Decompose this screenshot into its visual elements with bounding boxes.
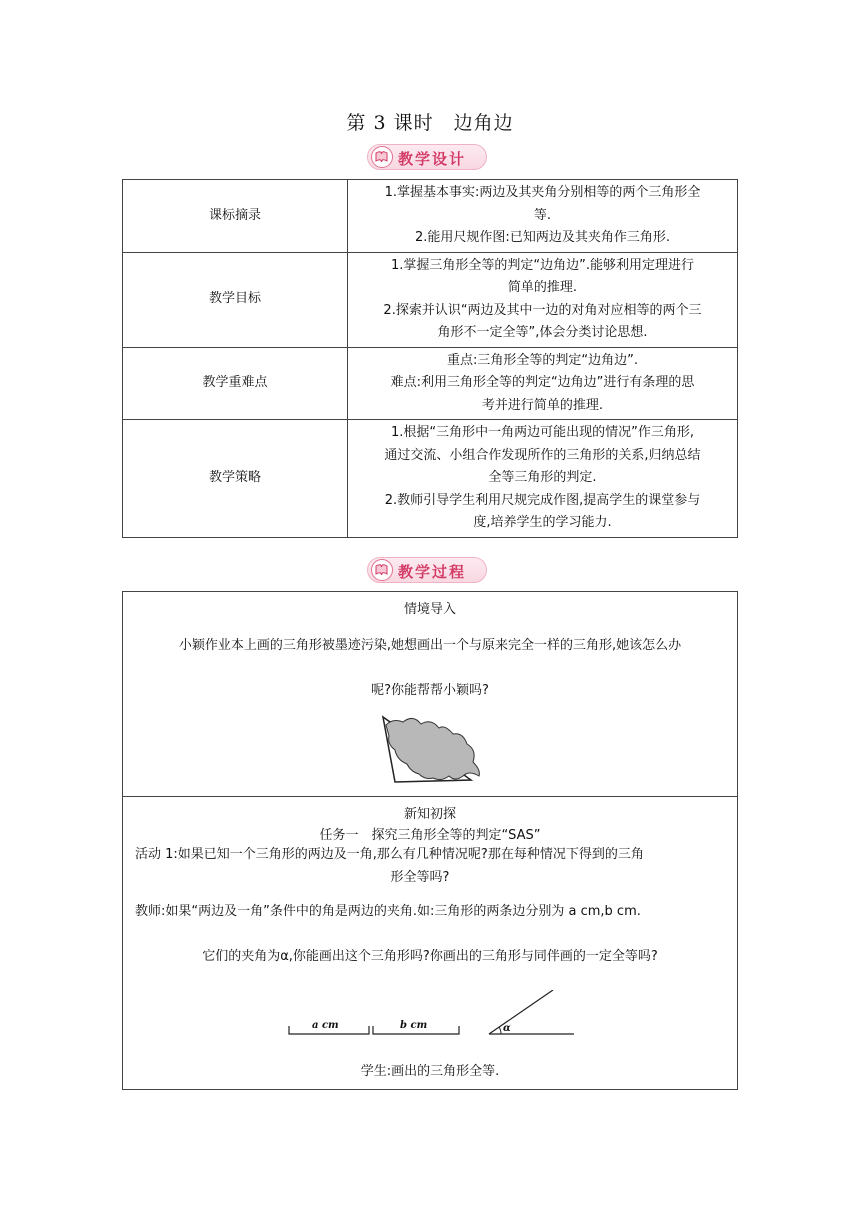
teacher-text-line: 它们的夹角为α,你能画出这个三角形吗?你画出的三角形与同伴画的一定全等吗? [202, 949, 658, 964]
row-label: 课标摘录 [123, 180, 348, 253]
row-content [348, 180, 738, 253]
row-content [348, 252, 738, 347]
ink-blot-triangle-figure [373, 710, 493, 788]
table-row [123, 420, 738, 538]
activity-text-line: 活动 1:如果已知一个三角形的两边及一角,那么有几种情况呢?那在每种情况下得到的三角 [135, 847, 644, 862]
content-line: 2.探索并认识“两边及其中一边的对角对应相等的两个三 [383, 302, 702, 318]
task-title: 任务一 探究三角形全等的判定“SAS” [319, 828, 541, 843]
page-title [0, 108, 860, 135]
segments-angle-figure [283, 990, 583, 1040]
content-line: 等. [533, 207, 552, 223]
section-badge-label: 教学过程 [398, 563, 467, 581]
content-line: 角形不一定全等”,体会分类讨论思想. [437, 325, 648, 340]
content-line: 1.掌握基本事实:两边及其夹角分别相等的两个三角形全 [384, 185, 701, 200]
book-icon [371, 146, 393, 168]
content-line: 难点:利用三角形全等的判定“边角边”进行有条理的思 [390, 375, 695, 390]
content-line: 考并进行简单的推理. [481, 397, 604, 413]
row-label: 教学策略 [123, 420, 348, 538]
teacher-text-line: 教师:如果“两边及一角”条件中的角是两边的夹角.如:三角形的两条边分别为 a cm,b cm. [135, 904, 641, 919]
table-row [123, 252, 738, 347]
section-badge-process [367, 557, 487, 583]
content-line: 2.教师引导学生利用尺规完成作图,提高学生的课堂参与 [384, 492, 701, 508]
lesson-number: 第 3 课时 [346, 112, 434, 134]
process-box [122, 591, 738, 1090]
new-knowledge-heading: 新知初探 [403, 807, 456, 822]
angle-alpha-label: α [503, 1023, 511, 1034]
content-line: 通过交流、小组合作发现所作的三角形的关系,归纳总结 [384, 447, 701, 463]
segment-a-label: a cm [312, 1020, 339, 1031]
content-line: 简单的推理. [507, 280, 578, 295]
section-divider [123, 796, 737, 797]
section-badge-label: 教学设计 [398, 150, 467, 168]
activity-text-line: 形全等吗? [390, 870, 450, 885]
book-icon [371, 559, 393, 581]
student-text-line: 学生:画出的三角形全等. [360, 1064, 500, 1079]
intro-text-line: 小颖作业本上画的三角形被墨迹污染,她想画出一个与原来完全一样的三角形,她该怎么办 [178, 638, 682, 653]
segment-b-label: b cm [400, 1020, 428, 1031]
design-table [122, 179, 738, 538]
table-row [123, 347, 738, 420]
row-content [348, 420, 738, 538]
content-line: 度,培养学生的学习能力. [473, 515, 612, 530]
content-line: 1.根据“三角形中一角两边可能出现的情况”作三角形, [390, 425, 694, 440]
row-label: 教学目标 [123, 252, 348, 347]
table-row [123, 180, 738, 253]
row-label: 教学重难点 [123, 347, 348, 420]
content-line: 重点:三角形全等的判定“边角边”. [447, 352, 638, 368]
row-content [348, 347, 738, 420]
intro-heading: 情境导入 [403, 602, 456, 617]
section-badge-design [367, 144, 487, 170]
content-line: 2.能用尺规作图:已知两边及其夹角作三角形. [415, 230, 670, 245]
content-line: 全等三角形的判定. [488, 470, 597, 485]
intro-text-line: 呢?你能帮帮小颖吗? [371, 683, 489, 698]
lesson-topic: 边角边 [453, 112, 514, 134]
content-line: 1.掌握三角形全等的判定“边角边”.能够利用定理进行 [390, 257, 694, 273]
